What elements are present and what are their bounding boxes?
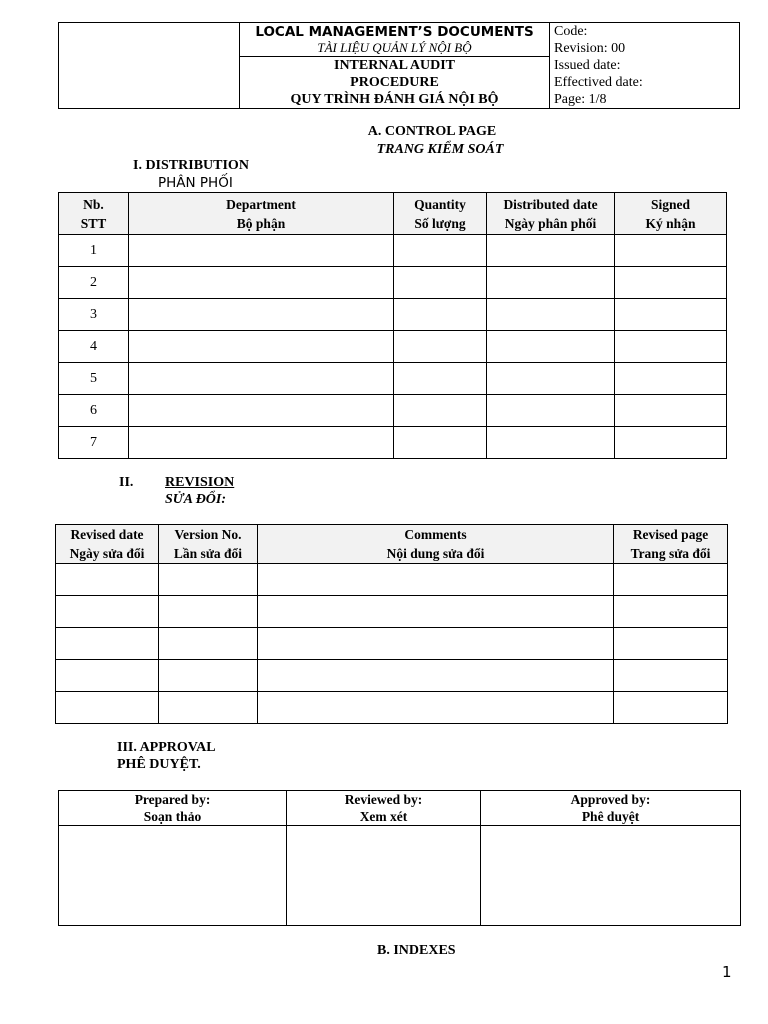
revision-table bbox=[55, 524, 728, 724]
column-header-revised-page: Revised page Trang sửa đổi bbox=[614, 525, 728, 564]
table-row bbox=[59, 235, 727, 267]
row-number: 2 bbox=[59, 267, 129, 299]
row-number: 6 bbox=[59, 395, 129, 427]
column-header-comments: Comments Nội dung sửa đổi bbox=[258, 525, 614, 564]
doc-revision: Revision: 00 bbox=[554, 41, 626, 56]
header-title-en: LOCAL MANAGEMENT’S DOCUMENTS bbox=[255, 23, 534, 40]
logo-cell bbox=[59, 23, 240, 109]
section-b-title: B. INDEXES bbox=[377, 943, 456, 958]
table-row bbox=[59, 331, 727, 363]
table-row bbox=[59, 299, 727, 331]
approval-header-row bbox=[59, 791, 741, 826]
section-a-title: A. CONTROL PAGE bbox=[367, 124, 497, 139]
reviewed-signature-cell bbox=[287, 826, 481, 926]
column-header-prepared-by: Prepared by: Soạn thảo bbox=[59, 791, 287, 826]
procedure-line-2: PROCEDURE bbox=[350, 75, 439, 90]
column-header-department: Department Bộ phận bbox=[129, 193, 394, 235]
column-header-revised-date: Revised date Ngày sửa đổi bbox=[56, 525, 159, 564]
row-number: 7 bbox=[59, 427, 129, 459]
procedure-title-cell bbox=[240, 57, 550, 109]
table-row bbox=[56, 628, 728, 660]
distribution-subheading: PHÂN PHỐI bbox=[158, 175, 233, 191]
row-number: 3 bbox=[59, 299, 129, 331]
table-row bbox=[56, 564, 728, 596]
revision-number: II. bbox=[119, 475, 134, 490]
doc-issued-date: Issued date: bbox=[554, 58, 621, 73]
column-header-reviewed-by: Reviewed by: Xem xét bbox=[287, 791, 481, 826]
distribution-header-row bbox=[59, 193, 727, 235]
approval-table bbox=[58, 790, 741, 926]
row-number: 5 bbox=[59, 363, 129, 395]
column-header-version-no: Version No. Lần sửa đổi bbox=[159, 525, 258, 564]
header-title-vi: TÀI LIỆU QUẢN LÝ NỘI BỘ bbox=[317, 39, 472, 55]
column-header-distributed-date: Distributed date Ngày phân phối bbox=[487, 193, 615, 235]
approval-heading: III. APPROVAL bbox=[117, 740, 216, 755]
procedure-line-3: QUY TRÌNH ĐÁNH GIÁ NỘI BỘ bbox=[290, 92, 499, 107]
revision-subheading: SỬA ĐỔI: bbox=[165, 492, 227, 507]
document-header bbox=[58, 22, 740, 109]
table-row bbox=[56, 660, 728, 692]
table-row bbox=[56, 596, 728, 628]
table-row bbox=[59, 395, 727, 427]
doc-code: Code: bbox=[554, 24, 588, 39]
procedure-line-1: INTERNAL AUDIT bbox=[334, 58, 455, 73]
distribution-heading: I. DISTRIBUTION bbox=[133, 158, 249, 173]
page-number: 1 bbox=[722, 963, 732, 981]
doc-effective-date: Effectived date: bbox=[554, 75, 643, 90]
column-header-approved-by: Approved by: Phê duyệt bbox=[481, 791, 741, 826]
distribution-table bbox=[58, 192, 727, 459]
table-row bbox=[59, 363, 727, 395]
section-a-subtitle: TRANG KIỂM SOÁT bbox=[376, 142, 504, 157]
table-row bbox=[59, 427, 727, 459]
approval-subheading: PHÊ DUYỆT. bbox=[117, 757, 201, 772]
prepared-signature-cell bbox=[59, 826, 287, 926]
approved-signature-cell bbox=[481, 826, 741, 926]
revision-header-row bbox=[56, 525, 728, 564]
row-number: 1 bbox=[59, 235, 129, 267]
doc-page: Page: 1/8 bbox=[554, 92, 607, 107]
column-header-nb: Nb. STT bbox=[59, 193, 129, 235]
row-number: 4 bbox=[59, 331, 129, 363]
header-meta-cell bbox=[550, 23, 740, 109]
column-header-signed: Signed Ký nhận bbox=[615, 193, 727, 235]
table-row bbox=[56, 692, 728, 724]
signature-row bbox=[59, 826, 741, 926]
header-title-cell bbox=[240, 23, 550, 57]
column-header-quantity: Quantity Số lượng bbox=[394, 193, 487, 235]
table-row bbox=[59, 267, 727, 299]
revision-heading: REVISION bbox=[165, 475, 235, 490]
